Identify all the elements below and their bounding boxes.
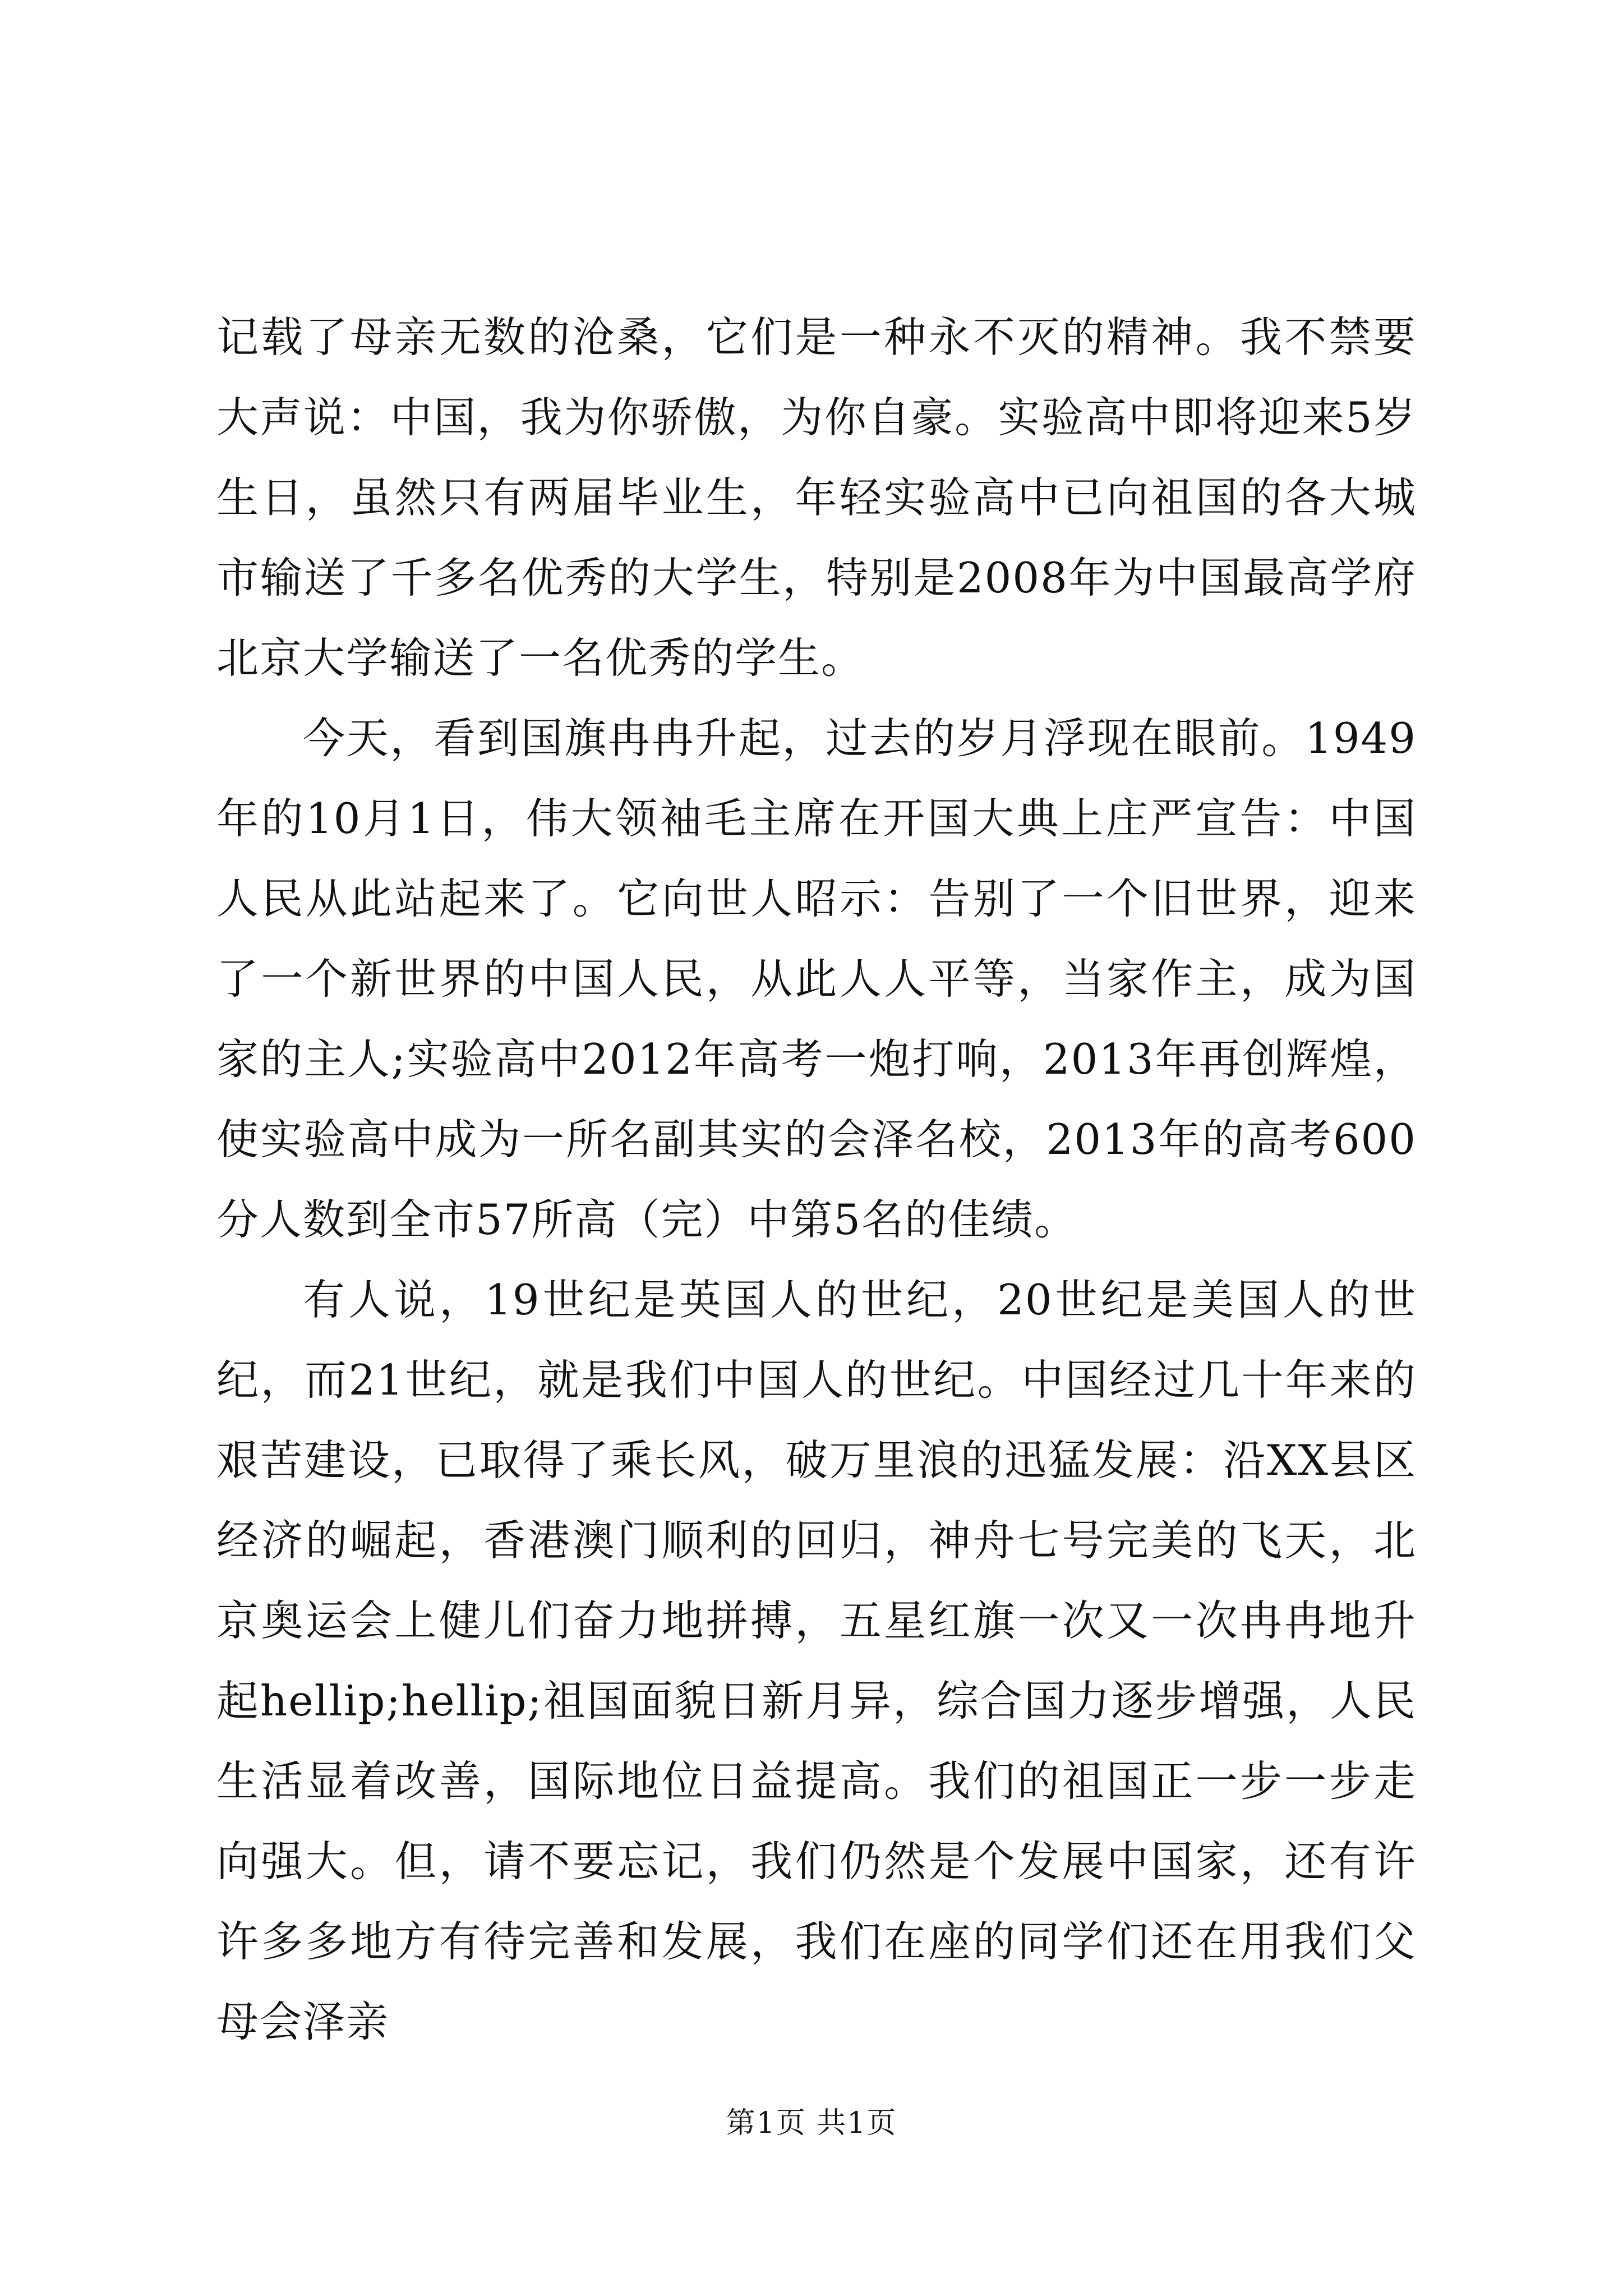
paragraph-2: 今天，看到国旗冉冉升起，过去的岁月浮现在眼前。1949年的10月1日，伟大领袖毛主席在开国大典上庄严宣告：中国人民从此站起来了。它向世人昭示：告别了一个旧世界，迎来了一个新世界的中国人民，从此人人平等，当家作主，成为国家的主人;实验高中2012年高考一炮打响，2013年再创辉煌，使实验高中成为一所名副其实的会泽名校，2013年的高考600分人数到全市57所高（完）中第5名的佳绩。	[216, 714, 1417, 1244]
page-number-label: 第1页 共1页	[726, 2106, 897, 2140]
page-footer	[0, 2106, 1623, 2140]
paragraph-3: 有人说，19世纪是英国人的世纪，20世纪是美国人的世纪，而21世纪，就是我们中国人的世纪。中国经过几十年来的艰苦建设，已取得了乘长风，破万里浪的迅猛发展：沿XX县区经济的崛起，香港澳门顺利的回归，神舟七号完美的飞天，北京奥运会上健儿们奋力地拼搏，五星红旗一次又一次冉冉地升起hellip;hellip;祖国面貌日新月异，综合国力逐步增强，人民生活显着改善，国际地位日益提高。我们的祖国正一步一步走向强大。但，请不要忘记，我们仍然是个发展中国家，还有许许多多地方有待完善和发展，我们在座的同学们还在用我们父母会泽亲	[216, 1275, 1417, 2046]
paragraph-1: 记载了母亲无数的沧桑，它们是一种永不灭的精神。我不禁要大声说：中国，我为你骄傲，为你自豪。实验高中即将迎来5岁生日，虽然只有两届毕业生，年轻实验高中已向祖国的各大城市输送了千多名优秀的大学生，特别是2008年为中国最高学府北京大学输送了一名优秀的学生。	[216, 312, 1417, 683]
body-text	[216, 297, 1417, 2062]
